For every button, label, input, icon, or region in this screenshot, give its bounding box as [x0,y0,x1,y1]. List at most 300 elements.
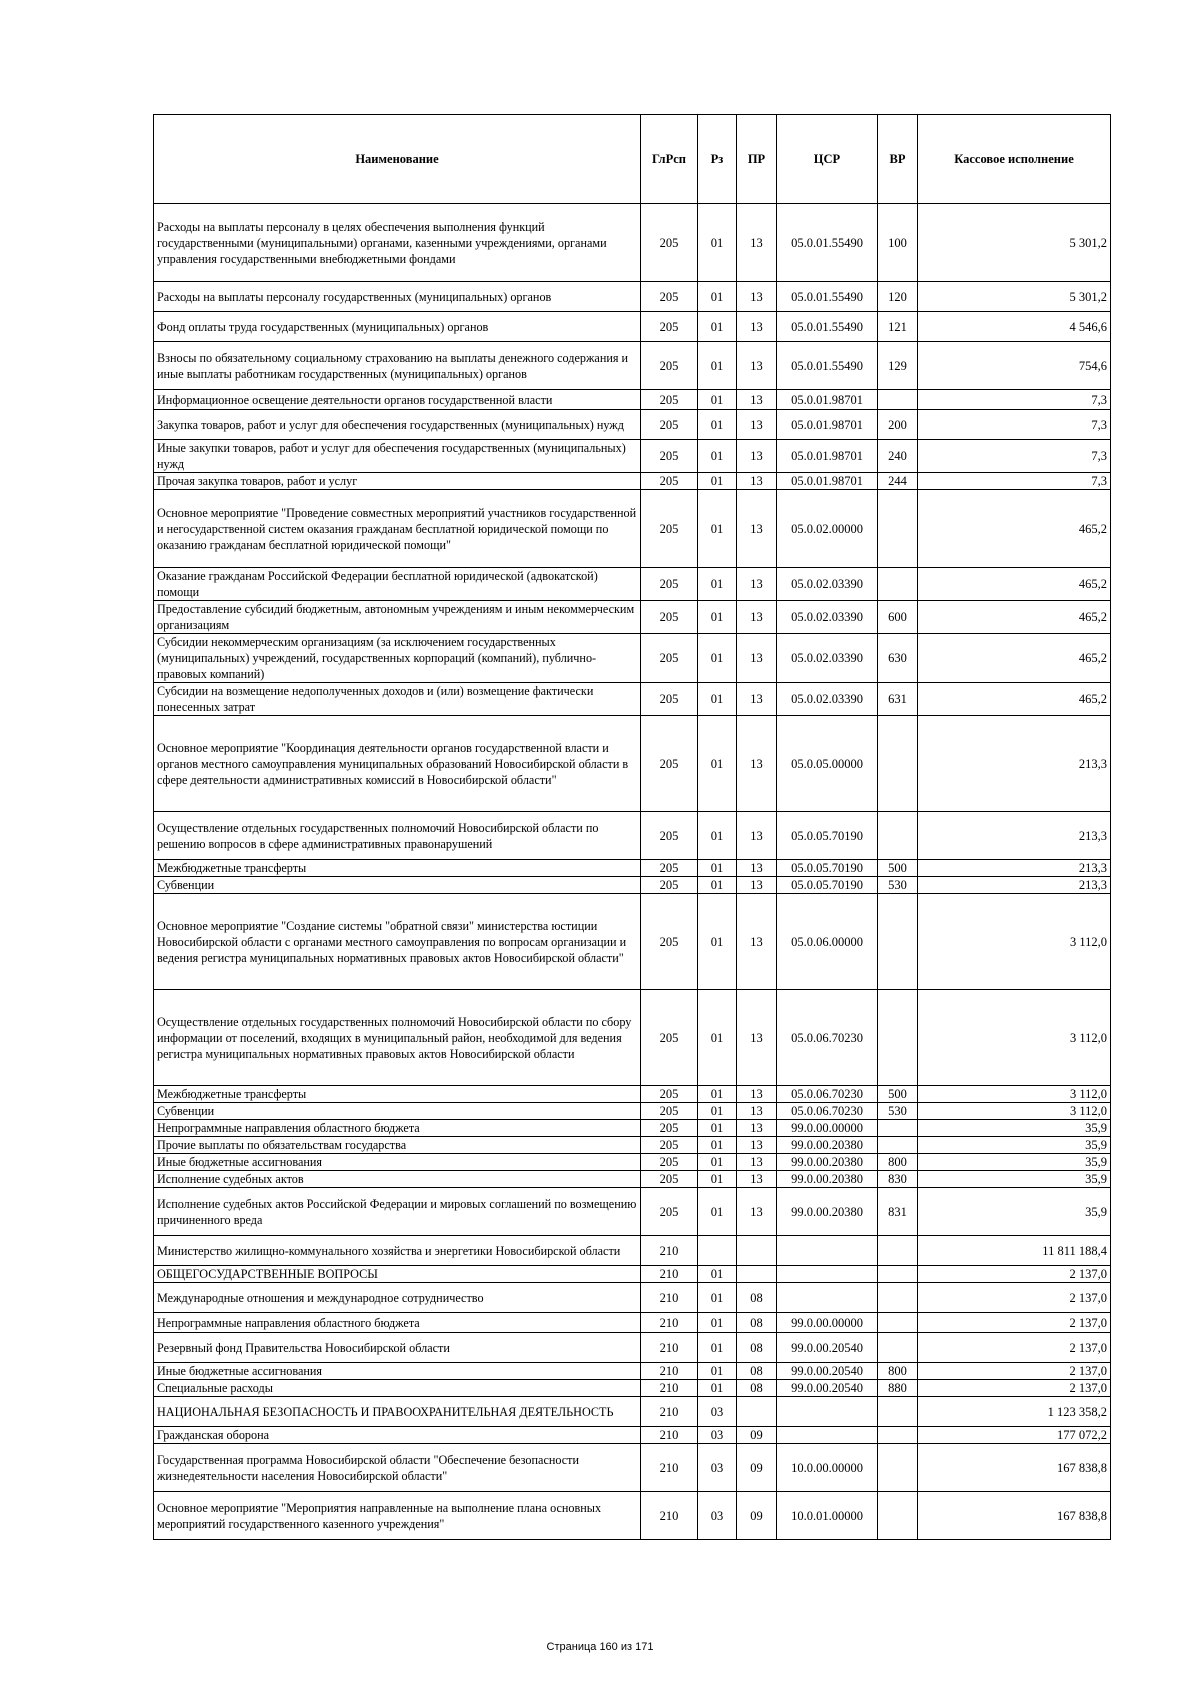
cell-rz: 01 [698,473,737,490]
cell-vr [878,568,918,601]
cell-pr [737,1236,777,1266]
cell-pr: 13 [737,894,777,990]
table-row [154,282,1111,312]
cell-vr [878,1427,918,1444]
cell-glrsp: 210 [641,1266,698,1283]
cell-rz: 03 [698,1492,737,1540]
header-pr: ПР [737,115,777,204]
cell-csr: 05.0.01.98701 [777,473,878,490]
cell-csr: 99.0.00.20380 [777,1154,878,1171]
cell-amount: 35,9 [918,1137,1111,1154]
table-row [154,410,1111,440]
cell-glrsp: 210 [641,1444,698,1492]
cell-vr: 530 [878,877,918,894]
budget-execution-table [153,114,1111,1540]
cell-rz: 01 [698,342,737,390]
cell-name: Межбюджетные трансферты [154,1086,641,1103]
header-name: Наименование [154,115,641,204]
cell-rz: 01 [698,1137,737,1154]
cell-vr: 100 [878,204,918,282]
cell-name: Прочие выплаты по обязательствам государства [154,1137,641,1154]
cell-csr: 99.0.00.20540 [777,1333,878,1363]
table-row [154,490,1111,568]
cell-csr: 05.0.05.70190 [777,812,878,860]
cell-name: Расходы на выплаты персоналу государственных (муниципальных) органов [154,282,641,312]
cell-glrsp: 205 [641,716,698,812]
cell-pr: 08 [737,1363,777,1380]
cell-name: Министерство жилищно-коммунального хозяйства и энергетики Новосибирской области [154,1236,641,1266]
table-row [154,1283,1111,1313]
cell-glrsp: 210 [641,1333,698,1363]
cell-rz: 01 [698,312,737,342]
cell-rz: 01 [698,410,737,440]
cell-amount: 5 301,2 [918,282,1111,312]
cell-pr: 09 [737,1427,777,1444]
cell-pr: 13 [737,410,777,440]
cell-glrsp: 205 [641,683,698,716]
cell-vr [878,812,918,860]
cell-vr: 500 [878,1086,918,1103]
header-amount: Кассовое исполнение [918,115,1111,204]
table-row [154,1492,1111,1540]
cell-pr: 08 [737,1380,777,1397]
header-vr: ВР [878,115,918,204]
table-row [154,1171,1111,1188]
cell-amount: 35,9 [918,1120,1111,1137]
cell-name: Субвенции [154,1103,641,1120]
cell-rz: 01 [698,1283,737,1313]
cell-name: Субсидии некоммерческим организациям (за исключением государственных (муниципальных) учреждений, государственных корпораций (компаний), публично-правовых компаний) [154,634,641,683]
cell-vr: 244 [878,473,918,490]
cell-csr: 10.0.01.00000 [777,1492,878,1540]
cell-rz: 03 [698,1397,737,1427]
table-row [154,1120,1111,1137]
cell-glrsp: 205 [641,342,698,390]
cell-amount: 465,2 [918,634,1111,683]
cell-vr [878,1236,918,1266]
cell-name: Гражданская оборона [154,1427,641,1444]
cell-pr: 13 [737,1103,777,1120]
cell-csr: 10.0.00.00000 [777,1444,878,1492]
cell-pr: 13 [737,1154,777,1171]
table-row [154,342,1111,390]
cell-amount: 754,6 [918,342,1111,390]
cell-pr: 13 [737,1171,777,1188]
cell-amount: 167 838,8 [918,1444,1111,1492]
cell-vr [878,1397,918,1427]
cell-pr: 08 [737,1333,777,1363]
cell-csr: 05.0.05.70190 [777,860,878,877]
cell-amount: 213,3 [918,716,1111,812]
cell-vr: 500 [878,860,918,877]
cell-amount: 213,3 [918,860,1111,877]
cell-pr: 13 [737,312,777,342]
cell-name: Основное мероприятие "Создание системы "обратной связи" министерства юстиции Новосибирской области с органами местного самоуправления по вопросам организации и ведения регистра муниципальных нормативных правовых актов Новосибирской области" [154,894,641,990]
cell-glrsp: 205 [641,1154,698,1171]
cell-name: Осуществление отдельных государственных полномочий Новосибирской области по решению вопросов в сфере административных правонарушений [154,812,641,860]
cell-name: ОБЩЕГОСУДАРСТВЕННЫЕ ВОПРОСЫ [154,1266,641,1283]
cell-pr: 08 [737,1313,777,1333]
cell-csr: 05.0.01.55490 [777,342,878,390]
cell-rz: 01 [698,1313,737,1333]
cell-vr [878,390,918,410]
cell-rz: 01 [698,601,737,634]
cell-glrsp: 205 [641,812,698,860]
table-row [154,1137,1111,1154]
cell-csr [777,1266,878,1283]
cell-rz: 01 [698,860,737,877]
cell-glrsp: 210 [641,1492,698,1540]
cell-rz: 01 [698,440,737,473]
cell-csr: 05.0.01.55490 [777,204,878,282]
cell-glrsp: 210 [641,1380,698,1397]
table-row [154,1236,1111,1266]
cell-pr [737,1397,777,1427]
cell-glrsp: 205 [641,894,698,990]
page-number: Страница 160 из 171 [546,1641,654,1653]
table-row [154,990,1111,1086]
cell-glrsp: 210 [641,1313,698,1333]
cell-rz: 01 [698,1154,737,1171]
cell-pr: 13 [737,683,777,716]
table-row [154,812,1111,860]
cell-rz: 01 [698,568,737,601]
cell-glrsp: 210 [641,1427,698,1444]
cell-amount: 465,2 [918,683,1111,716]
cell-csr [777,1427,878,1444]
cell-glrsp: 205 [641,390,698,410]
cell-name: Исполнение судебных актов Российской Федерации и мировых соглашений по возмещению причиненного вреда [154,1188,641,1236]
cell-csr: 05.0.02.03390 [777,683,878,716]
cell-amount: 11 811 188,4 [918,1236,1111,1266]
cell-csr: 99.0.00.00000 [777,1313,878,1333]
cell-glrsp: 205 [641,1120,698,1137]
cell-csr: 99.0.00.20380 [777,1188,878,1236]
cell-name: Межбюджетные трансферты [154,860,641,877]
cell-csr: 05.0.02.00000 [777,490,878,568]
cell-glrsp: 210 [641,1397,698,1427]
table-row [154,473,1111,490]
cell-glrsp: 205 [641,1188,698,1236]
table-row [154,1380,1111,1397]
cell-rz: 01 [698,390,737,410]
cell-name: Оказание гражданам Российской Федерации бесплатной юридической (адвокатской) помощи [154,568,641,601]
cell-pr: 13 [737,634,777,683]
cell-amount: 2 137,0 [918,1283,1111,1313]
table-row [154,1313,1111,1333]
cell-vr [878,1283,918,1313]
cell-name: Основное мероприятие "Мероприятия направленные на выполнение плана основных мероприятий государственного казенного учреждения" [154,1492,641,1540]
cell-name: Основное мероприятие "Координация деятельности органов государственной власти и органов местного самоуправления муниципальных образований Новосибирской области в сфере деятельности административных комиссий в Новосибирской области" [154,716,641,812]
cell-pr: 13 [737,1120,777,1137]
cell-vr: 121 [878,312,918,342]
cell-rz: 01 [698,1103,737,1120]
cell-glrsp: 205 [641,473,698,490]
cell-pr: 13 [737,990,777,1086]
cell-amount: 3 112,0 [918,1103,1111,1120]
cell-csr: 99.0.00.20540 [777,1380,878,1397]
cell-pr: 13 [737,1188,777,1236]
cell-pr: 13 [737,568,777,601]
cell-glrsp: 210 [641,1363,698,1380]
cell-vr [878,1492,918,1540]
cell-vr [878,490,918,568]
cell-rz: 01 [698,894,737,990]
cell-name: Расходы на выплаты персоналу в целях обеспечения выполнения функций государственными (муниципальными) органами, казенными учреждениями, органами управления государственными внебюджетными фондами [154,204,641,282]
cell-amount: 4 546,6 [918,312,1111,342]
cell-amount: 177 072,2 [918,1427,1111,1444]
table-row [154,1444,1111,1492]
header-csr: ЦСР [777,115,878,204]
table-row [154,1363,1111,1380]
cell-pr: 13 [737,490,777,568]
cell-amount: 7,3 [918,410,1111,440]
cell-name: Государственная программа Новосибирской области "Обеспечение безопасности жизнедеятельности населения Новосибирской области" [154,1444,641,1492]
table-row [154,1188,1111,1236]
cell-vr [878,1333,918,1363]
cell-csr [777,1283,878,1313]
cell-amount: 3 112,0 [918,990,1111,1086]
cell-csr: 05.0.01.98701 [777,390,878,410]
cell-pr: 13 [737,1137,777,1154]
cell-csr: 05.0.01.55490 [777,312,878,342]
cell-vr: 630 [878,634,918,683]
table-row [154,1154,1111,1171]
cell-csr: 99.0.00.20380 [777,1171,878,1188]
cell-glrsp: 205 [641,601,698,634]
cell-rz: 01 [698,1333,737,1363]
table-row [154,1103,1111,1120]
cell-amount: 35,9 [918,1154,1111,1171]
cell-name: Закупка товаров, работ и услуг для обеспечения государственных (муниципальных) нужд [154,410,641,440]
cell-glrsp: 210 [641,1283,698,1313]
cell-name: Прочая закупка товаров, работ и услуг [154,473,641,490]
cell-glrsp: 210 [641,1236,698,1266]
cell-glrsp: 205 [641,877,698,894]
cell-glrsp: 205 [641,204,698,282]
cell-vr [878,1266,918,1283]
cell-amount: 2 137,0 [918,1333,1111,1363]
cell-name: Резервный фонд Правительства Новосибирской области [154,1333,641,1363]
cell-amount: 3 112,0 [918,1086,1111,1103]
cell-csr: 05.0.05.00000 [777,716,878,812]
cell-pr: 13 [737,716,777,812]
cell-vr [878,1444,918,1492]
cell-vr: 631 [878,683,918,716]
cell-name: Взносы по обязательному социальному страхованию на выплаты денежного содержания и иные выплаты работникам государственных (муниципальных) органов [154,342,641,390]
cell-amount: 7,3 [918,390,1111,410]
cell-amount: 3 112,0 [918,894,1111,990]
cell-glrsp: 205 [641,410,698,440]
cell-csr: 05.0.02.03390 [777,568,878,601]
cell-vr: 120 [878,282,918,312]
cell-rz: 01 [698,282,737,312]
cell-csr [777,1397,878,1427]
cell-vr [878,990,918,1086]
cell-rz: 01 [698,1086,737,1103]
table-row [154,1427,1111,1444]
cell-amount: 465,2 [918,568,1111,601]
cell-rz: 01 [698,1120,737,1137]
cell-amount: 465,2 [918,601,1111,634]
cell-csr: 05.0.01.98701 [777,440,878,473]
cell-name: Специальные расходы [154,1380,641,1397]
cell-vr: 200 [878,410,918,440]
table-row [154,634,1111,683]
table-row [154,683,1111,716]
cell-pr: 13 [737,812,777,860]
cell-glrsp: 205 [641,860,698,877]
cell-vr: 831 [878,1188,918,1236]
table-row [154,1333,1111,1363]
cell-pr: 13 [737,390,777,410]
cell-csr: 05.0.06.70230 [777,1103,878,1120]
cell-pr: 13 [737,204,777,282]
cell-vr: 880 [878,1380,918,1397]
cell-name: Основное мероприятие "Проведение совместных мероприятий участников государственной и негосударственной систем оказания гражданам бесплатной юридической помощи по оказанию гражданам бесплатной юридической помощи" [154,490,641,568]
cell-csr: 05.0.01.98701 [777,410,878,440]
cell-csr: 05.0.06.70230 [777,990,878,1086]
cell-rz: 01 [698,683,737,716]
cell-rz: 01 [698,1171,737,1188]
table-row [154,1266,1111,1283]
cell-vr [878,1313,918,1333]
table-header-row [154,115,1111,204]
cell-name: Осуществление отдельных государственных полномочий Новосибирской области по сбору информации от поселений, входящих в муниципальный район, необходимой для ведения регистра муниципальных нормативных правовых актов Новосибирской области [154,990,641,1086]
cell-vr: 800 [878,1363,918,1380]
cell-name: Исполнение судебных актов [154,1171,641,1188]
cell-pr: 08 [737,1283,777,1313]
cell-amount: 2 137,0 [918,1380,1111,1397]
cell-rz: 01 [698,1363,737,1380]
cell-vr [878,716,918,812]
table-row [154,440,1111,473]
cell-name: Иные бюджетные ассигнования [154,1154,641,1171]
cell-amount: 1 123 358,2 [918,1397,1111,1427]
cell-pr [737,1266,777,1283]
table-row [154,601,1111,634]
cell-amount: 2 137,0 [918,1266,1111,1283]
cell-glrsp: 205 [641,282,698,312]
cell-csr: 05.0.02.03390 [777,601,878,634]
cell-amount: 7,3 [918,473,1111,490]
cell-vr: 129 [878,342,918,390]
cell-vr: 240 [878,440,918,473]
cell-amount: 465,2 [918,490,1111,568]
cell-glrsp: 205 [641,312,698,342]
table-row [154,1086,1111,1103]
header-rz: Рз [698,115,737,204]
cell-csr: 05.0.02.03390 [777,634,878,683]
cell-amount: 7,3 [918,440,1111,473]
cell-rz: 01 [698,1188,737,1236]
cell-csr [777,1236,878,1266]
cell-rz: 03 [698,1427,737,1444]
cell-vr [878,1137,918,1154]
cell-pr: 13 [737,601,777,634]
cell-pr: 13 [737,860,777,877]
cell-name: Субвенции [154,877,641,894]
table-row [154,390,1111,410]
cell-vr [878,1120,918,1137]
cell-name: Иные закупки товаров, работ и услуг для обеспечения государственных (муниципальных) нужд [154,440,641,473]
cell-pr: 13 [737,282,777,312]
cell-csr: 05.0.06.70230 [777,1086,878,1103]
cell-pr: 13 [737,342,777,390]
cell-pr: 13 [737,877,777,894]
cell-name: Иные бюджетные ассигнования [154,1363,641,1380]
cell-rz: 01 [698,1380,737,1397]
table-row [154,716,1111,812]
cell-amount: 5 301,2 [918,204,1111,282]
cell-glrsp: 205 [641,634,698,683]
cell-amount: 35,9 [918,1171,1111,1188]
cell-vr: 600 [878,601,918,634]
cell-csr: 99.0.00.20380 [777,1137,878,1154]
table-row [154,860,1111,877]
cell-rz: 01 [698,1266,737,1283]
cell-rz: 01 [698,990,737,1086]
cell-vr: 530 [878,1103,918,1120]
cell-csr: 05.0.05.70190 [777,877,878,894]
cell-rz: 01 [698,877,737,894]
cell-rz: 01 [698,634,737,683]
cell-csr: 05.0.01.55490 [777,282,878,312]
table-row [154,1397,1111,1427]
cell-csr: 99.0.00.00000 [777,1120,878,1137]
table-row [154,894,1111,990]
cell-name: Международные отношения и международное сотрудничество [154,1283,641,1313]
cell-vr: 830 [878,1171,918,1188]
cell-vr [878,894,918,990]
cell-amount: 167 838,8 [918,1492,1111,1540]
cell-glrsp: 205 [641,1086,698,1103]
cell-amount: 2 137,0 [918,1363,1111,1380]
table-row [154,312,1111,342]
cell-glrsp: 205 [641,1171,698,1188]
table-row [154,568,1111,601]
header-glrsp: ГлРсп [641,115,698,204]
cell-amount: 213,3 [918,812,1111,860]
cell-name: Предоставление субсидий бюджетным, автономным учреждениям и иным некоммерческим организациям [154,601,641,634]
cell-glrsp: 205 [641,568,698,601]
cell-rz: 01 [698,204,737,282]
cell-pr: 09 [737,1444,777,1492]
cell-rz: 01 [698,716,737,812]
cell-name: НАЦИОНАЛЬНАЯ БЕЗОПАСНОСТЬ И ПРАВООХРАНИТЕЛЬНАЯ ДЕЯТЕЛЬНОСТЬ [154,1397,641,1427]
table-body [154,204,1111,1540]
cell-pr: 09 [737,1492,777,1540]
cell-rz [698,1236,737,1266]
cell-rz: 01 [698,812,737,860]
table-row [154,877,1111,894]
cell-amount: 213,3 [918,877,1111,894]
cell-glrsp: 205 [641,1137,698,1154]
cell-glrsp: 205 [641,1103,698,1120]
cell-rz: 03 [698,1444,737,1492]
cell-name: Субсидии на возмещение недополученных доходов и (или) возмещение фактически понесенных затрат [154,683,641,716]
cell-rz: 01 [698,490,737,568]
cell-name: Фонд оплаты труда государственных (муниципальных) органов [154,312,641,342]
cell-name: Информационное освещение деятельности органов государственной власти [154,390,641,410]
cell-amount: 2 137,0 [918,1313,1111,1333]
cell-glrsp: 205 [641,440,698,473]
cell-glrsp: 205 [641,990,698,1086]
cell-pr: 13 [737,440,777,473]
cell-csr: 99.0.00.20540 [777,1363,878,1380]
cell-name: Непрограммные направления областного бюджета [154,1313,641,1333]
table-row [154,204,1111,282]
